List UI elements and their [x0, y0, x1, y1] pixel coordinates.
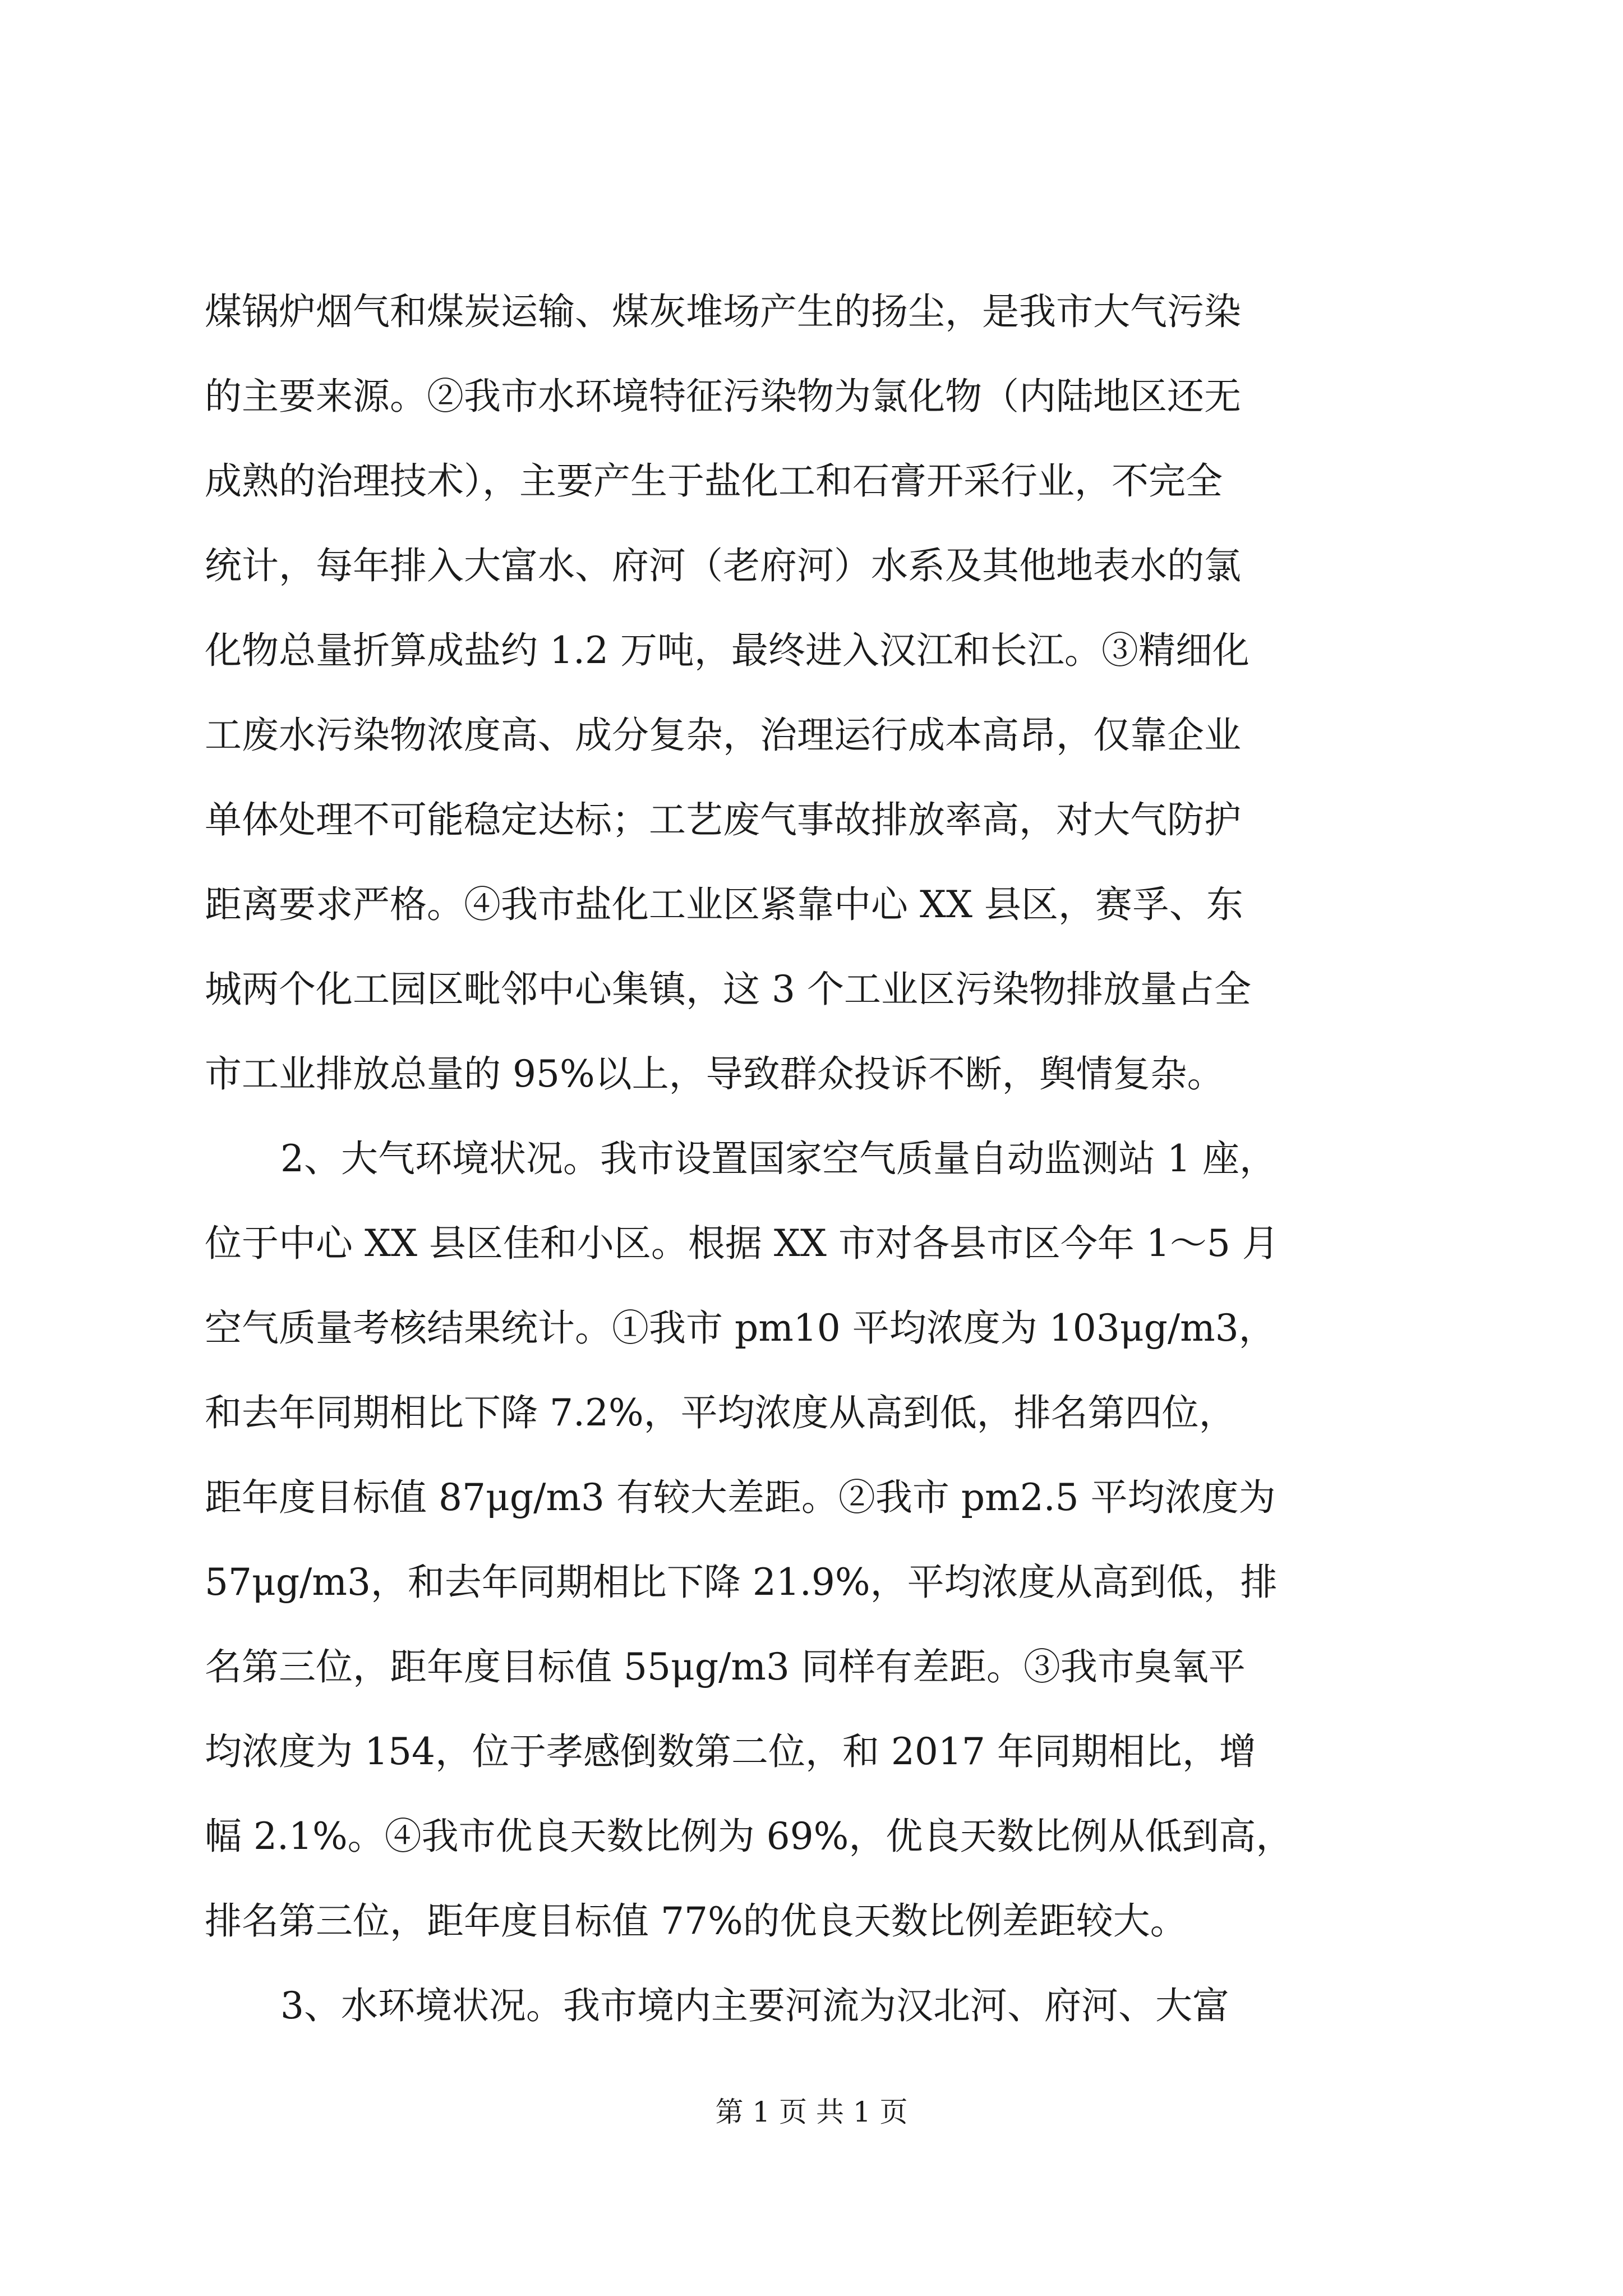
document-body	[205, 269, 1427, 2048]
paragraph-start-line: 2、大气环境状况。我市设置国家空气质量自动监测站 1 座，	[280, 1137, 1276, 1180]
page-number-footer: 第 1 页 共 1 页	[715, 2096, 908, 2128]
text-line: 城两个化工园区毗邻中心集镇，这 3 个工业区污染物排放量占全	[205, 968, 1251, 1011]
text-line: 工废水污染物浓度高、成分复杂，治理运行成本高昂，仅靠企业	[205, 714, 1241, 757]
text-line: 距年度目标值 87μg/m3 有较大差距。②我市 pm2.5 平均浓度为	[205, 1476, 1276, 1519]
text-line: 统计，每年排入大富水、府河（老府河）水系及其他地表水的氯	[205, 544, 1241, 587]
text-line: 煤锅炉烟气和煤炭运输、煤灰堆场产生的扬尘，是我市大气污染	[205, 290, 1241, 333]
text-line: 化物总量折算成盐约 1.2 万吨，最终进入汉江和长江。③精细化	[205, 629, 1249, 672]
text-line: 距离要求严格。④我市盐化工业区紧靠中心 XX 县区，赛孚、东	[205, 883, 1243, 926]
text-line: 排名第三位，距年度目标值 77%的优良天数比例差距较大。	[205, 1899, 1187, 1943]
paragraph-start-line: 3、水环境状况。我市境内主要河流为汉北河、府河、大富	[280, 1984, 1229, 2027]
text-line: 的主要来源。②我市水环境特征污染物为氯化物（内陆地区还无	[205, 375, 1241, 418]
text-line: 57μg/m3，和去年同期相比下降 21.9%，平均浓度从高到低，排	[205, 1561, 1278, 1604]
text-line: 位于中心 XX 县区佳和小区。根据 XX 市对各县市区今年 1～5 月	[205, 1222, 1279, 1265]
text-line: 空气质量考核结果统计。①我市 pm10 平均浓度为 103μg/m3，	[205, 1306, 1276, 1350]
text-line: 成熟的治理技术），主要产生于盐化工和石膏开采行业，不完全	[205, 459, 1223, 503]
text-line: 均浓度为 154，位于孝感倒数第二位，和 2017 年同期相比，增	[205, 1730, 1256, 1773]
text-line: 幅 2.1%。④我市优良天数比例为 69%，优良天数比例从低到高，	[205, 1815, 1293, 1858]
text-line: 和去年同期相比下降 7.2%，平均浓度从高到低，排名第四位，	[205, 1391, 1236, 1434]
text-line: 市工业排放总量的 95%以上，导致群众投诉不断，舆情复杂。	[205, 1052, 1224, 1096]
text-line: 名第三位，距年度目标值 55μg/m3 同样有差距。③我市臭氧平	[205, 1645, 1246, 1688]
text-line: 单体处理不可能稳定达标；工艺废气事故排放率高，对大气防护	[205, 798, 1241, 841]
